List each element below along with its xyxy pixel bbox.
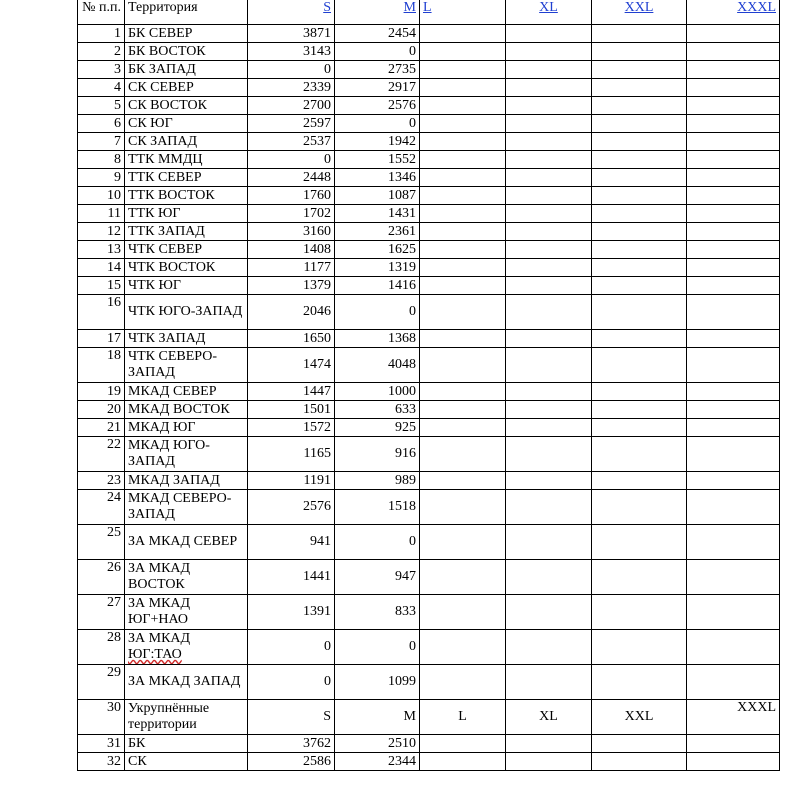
row-size-s: 3143 <box>248 43 335 61</box>
table-row <box>78 665 780 700</box>
row-size-m: 2344 <box>335 753 420 771</box>
row-size-xxxl <box>687 630 780 665</box>
row-number: 13 <box>78 241 125 259</box>
row-size-xl <box>506 295 592 330</box>
row-territory: СК ЗАПАД <box>125 133 248 151</box>
row-size-xxxl <box>687 419 780 437</box>
row-size-l <box>420 630 506 665</box>
row-size-l <box>420 133 506 151</box>
row-size-s: 941 <box>248 525 335 560</box>
row-number: 11 <box>78 205 125 223</box>
table-row <box>78 472 780 490</box>
table-row <box>78 753 780 771</box>
header-size-m[interactable]: M <box>335 0 420 25</box>
row-size-xl <box>506 419 592 437</box>
row-size-m: 2576 <box>335 97 420 115</box>
table-row <box>78 437 780 472</box>
row-size-xxxl <box>687 61 780 79</box>
row-number: 24 <box>78 490 125 525</box>
row-size-s: 3762 <box>248 735 335 753</box>
row-territory: ТТК ВОСТОК <box>125 187 248 205</box>
row-size-xxxl <box>687 97 780 115</box>
table-row <box>78 205 780 223</box>
row-territory: ТТК ЗАПАД <box>125 223 248 241</box>
row-size-m: 2917 <box>335 79 420 97</box>
table-row <box>78 151 780 169</box>
row-number: 7 <box>78 133 125 151</box>
row-size-xl <box>506 97 592 115</box>
row-size-l <box>420 241 506 259</box>
row-size-l <box>420 259 506 277</box>
row-size-s: 2597 <box>248 115 335 133</box>
row-territory: ЗА МКАД ЮГ+НАО <box>125 595 248 630</box>
row-territory: ЧТК ВОСТОК <box>125 259 248 277</box>
subheader-row <box>78 700 780 735</box>
row-size-l <box>420 205 506 223</box>
row-size-xxl <box>592 330 687 348</box>
table-row <box>78 348 780 383</box>
row-size-xxl <box>592 753 687 771</box>
row-size-xxl <box>592 525 687 560</box>
row-number: 31 <box>78 735 125 753</box>
row-size-xxxl <box>687 490 780 525</box>
row-size-xl <box>506 630 592 665</box>
row-number: 22 <box>78 437 125 472</box>
row-size-m: 1942 <box>335 133 420 151</box>
table-row <box>78 25 780 43</box>
row-size-m: 0 <box>335 43 420 61</box>
row-size-s: 0 <box>248 665 335 700</box>
subheader-num: 30 <box>78 700 125 735</box>
row-size-l <box>420 151 506 169</box>
row-size-xxl <box>592 277 687 295</box>
row-size-s: 1447 <box>248 383 335 401</box>
row-size-xxl <box>592 169 687 187</box>
table-row <box>78 241 780 259</box>
row-size-xl <box>506 151 592 169</box>
row-size-l <box>420 525 506 560</box>
row-territory: МКАД СЕВЕР <box>125 383 248 401</box>
row-size-xxxl <box>687 133 780 151</box>
row-size-s: 1650 <box>248 330 335 348</box>
row-territory: ЧТК СЕВЕРО-ЗАПАД <box>125 348 248 383</box>
row-size-m: 2510 <box>335 735 420 753</box>
row-size-l <box>420 472 506 490</box>
row-number: 18 <box>78 348 125 383</box>
row-size-xxl <box>592 630 687 665</box>
row-size-xxxl <box>687 437 780 472</box>
row-size-s: 1408 <box>248 241 335 259</box>
spellcheck-underline: ЮГ:ТАО <box>128 647 182 662</box>
row-number: 19 <box>78 383 125 401</box>
row-territory: БК ВОСТОК <box>125 43 248 61</box>
row-size-xxxl <box>687 295 780 330</box>
row-size-xl <box>506 115 592 133</box>
row-number: 6 <box>78 115 125 133</box>
table-row <box>78 295 780 330</box>
row-size-xxxl <box>687 735 780 753</box>
row-territory: МКАД ЮГО-ЗАПАД <box>125 437 248 472</box>
row-size-l <box>420 401 506 419</box>
row-size-xl <box>506 383 592 401</box>
row-size-xl <box>506 187 592 205</box>
table-row <box>78 115 780 133</box>
table-row <box>78 61 780 79</box>
header-size-xxl[interactable]: XXL <box>592 0 687 25</box>
row-size-s: 1177 <box>248 259 335 277</box>
row-size-s: 0 <box>248 151 335 169</box>
row-number: 2 <box>78 43 125 61</box>
row-size-m: 2454 <box>335 25 420 43</box>
row-size-xxxl <box>687 753 780 771</box>
row-size-xxl <box>592 735 687 753</box>
row-size-m: 989 <box>335 472 420 490</box>
row-size-xxl <box>592 205 687 223</box>
header-size-l[interactable]: L <box>420 0 506 25</box>
header-territory: Территория <box>125 0 248 25</box>
row-size-m: 1368 <box>335 330 420 348</box>
row-size-l <box>420 115 506 133</box>
table-row <box>78 630 780 665</box>
row-territory: СК ЮГ <box>125 115 248 133</box>
row-size-s: 0 <box>248 630 335 665</box>
subheader-size-xxl: XXL <box>592 700 687 735</box>
table-row <box>78 259 780 277</box>
table-row <box>78 79 780 97</box>
row-territory: СК <box>125 753 248 771</box>
row-size-xxl <box>592 61 687 79</box>
row-number: 23 <box>78 472 125 490</box>
row-territory: ТТК ЮГ <box>125 205 248 223</box>
row-size-l <box>420 735 506 753</box>
table-row <box>78 401 780 419</box>
row-size-m: 833 <box>335 595 420 630</box>
row-size-xl <box>506 259 592 277</box>
row-size-xxxl <box>687 169 780 187</box>
row-size-l <box>420 43 506 61</box>
row-size-m: 1518 <box>335 490 420 525</box>
header-size-xl[interactable]: XL <box>506 0 592 25</box>
row-number: 8 <box>78 151 125 169</box>
row-territory: ТТК ММДЦ <box>125 151 248 169</box>
table-row <box>78 43 780 61</box>
row-number: 5 <box>78 97 125 115</box>
row-size-xl <box>506 277 592 295</box>
row-size-l <box>420 419 506 437</box>
row-size-xl <box>506 79 592 97</box>
table-row <box>78 525 780 560</box>
row-size-xl <box>506 241 592 259</box>
row-size-xxxl <box>687 151 780 169</box>
row-size-xl <box>506 437 592 472</box>
row-size-xxxl <box>687 665 780 700</box>
subheader-size-l: L <box>420 700 506 735</box>
table-row <box>78 490 780 525</box>
table-row <box>78 187 780 205</box>
row-size-xxl <box>592 437 687 472</box>
table-row <box>78 419 780 437</box>
row-size-xl <box>506 525 592 560</box>
row-territory: ТТК СЕВЕР <box>125 169 248 187</box>
row-number: 29 <box>78 665 125 700</box>
row-size-s: 3160 <box>248 223 335 241</box>
row-size-xl <box>506 735 592 753</box>
row-territory: ЗА МКАД СЕВЕР <box>125 525 248 560</box>
row-size-m: 1346 <box>335 169 420 187</box>
row-size-s: 1501 <box>248 401 335 419</box>
row-number: 14 <box>78 259 125 277</box>
row-territory: СК СЕВЕР <box>125 79 248 97</box>
row-size-xxxl <box>687 205 780 223</box>
subheader-size-s: S <box>248 700 335 735</box>
row-size-xl <box>506 61 592 79</box>
row-size-xxxl <box>687 348 780 383</box>
row-territory: БК СЕВЕР <box>125 25 248 43</box>
row-number: 9 <box>78 169 125 187</box>
row-size-s: 2576 <box>248 490 335 525</box>
row-territory: ЗА МКАД ВОСТОК <box>125 560 248 595</box>
row-size-s: 2700 <box>248 97 335 115</box>
row-size-m: 1000 <box>335 383 420 401</box>
row-size-m: 0 <box>335 525 420 560</box>
row-size-xxl <box>592 401 687 419</box>
row-number: 4 <box>78 79 125 97</box>
row-number: 32 <box>78 753 125 771</box>
table-row <box>78 735 780 753</box>
row-size-xxxl <box>687 525 780 560</box>
row-number: 20 <box>78 401 125 419</box>
row-territory: ЧТК ЗАПАД <box>125 330 248 348</box>
table-row <box>78 277 780 295</box>
row-size-l <box>420 61 506 79</box>
territory-size-table <box>77 0 780 771</box>
row-size-xxl <box>592 472 687 490</box>
row-territory: ЗА МКАД ЮГ:ТАО <box>125 630 248 665</box>
row-size-l <box>420 169 506 187</box>
row-size-s: 1760 <box>248 187 335 205</box>
row-size-l <box>420 97 506 115</box>
row-size-xl <box>506 348 592 383</box>
row-size-xl <box>506 472 592 490</box>
row-size-m: 916 <box>335 437 420 472</box>
row-size-xxl <box>592 151 687 169</box>
row-size-s: 2537 <box>248 133 335 151</box>
row-size-xxxl <box>687 223 780 241</box>
row-size-xxxl <box>687 401 780 419</box>
row-territory: МКАД СЕВЕРО-ЗАПАД <box>125 490 248 525</box>
row-size-xl <box>506 43 592 61</box>
row-size-l <box>420 437 506 472</box>
row-size-xl <box>506 330 592 348</box>
row-size-m: 1099 <box>335 665 420 700</box>
row-size-xxxl <box>687 115 780 133</box>
row-number: 17 <box>78 330 125 348</box>
row-number: 12 <box>78 223 125 241</box>
row-size-m: 633 <box>335 401 420 419</box>
row-territory: ЧТК СЕВЕР <box>125 241 248 259</box>
row-size-xxxl <box>687 277 780 295</box>
row-size-s: 1191 <box>248 472 335 490</box>
row-size-xxl <box>592 115 687 133</box>
row-number: 16 <box>78 295 125 330</box>
row-size-xxl <box>592 595 687 630</box>
row-size-m: 4048 <box>335 348 420 383</box>
table-row <box>78 133 780 151</box>
row-size-xl <box>506 753 592 771</box>
table-row <box>78 330 780 348</box>
row-size-m: 1552 <box>335 151 420 169</box>
row-territory: МКАД ЗАПАД <box>125 472 248 490</box>
table-row <box>78 223 780 241</box>
row-size-xxl <box>592 187 687 205</box>
subheader-size-m: M <box>335 700 420 735</box>
row-size-xxl <box>592 665 687 700</box>
row-number: 21 <box>78 419 125 437</box>
table-row <box>78 169 780 187</box>
row-size-l <box>420 187 506 205</box>
row-number: 10 <box>78 187 125 205</box>
subheader-size-xxxl: XXXL <box>687 700 780 735</box>
row-size-s: 2046 <box>248 295 335 330</box>
row-size-s: 1572 <box>248 419 335 437</box>
subheader-territory: Укрупнённые территории <box>125 700 248 735</box>
row-size-xl <box>506 490 592 525</box>
row-size-m: 1087 <box>335 187 420 205</box>
row-size-m: 2735 <box>335 61 420 79</box>
row-size-l <box>420 753 506 771</box>
row-size-s: 1474 <box>248 348 335 383</box>
row-territory: БК ЗАПАД <box>125 61 248 79</box>
row-size-l <box>420 490 506 525</box>
row-size-s: 1379 <box>248 277 335 295</box>
row-number: 1 <box>78 25 125 43</box>
row-size-s: 1441 <box>248 560 335 595</box>
row-size-xxl <box>592 348 687 383</box>
row-size-s: 1165 <box>248 437 335 472</box>
row-size-xl <box>506 133 592 151</box>
row-size-xxxl <box>687 595 780 630</box>
row-number: 3 <box>78 61 125 79</box>
row-size-l <box>420 383 506 401</box>
row-territory: ЧТК ЮГО-ЗАПАД <box>125 295 248 330</box>
row-size-xl <box>506 169 592 187</box>
row-size-xxxl <box>687 241 780 259</box>
row-size-xxl <box>592 259 687 277</box>
header-num: № п.п. <box>78 0 125 25</box>
row-size-xl <box>506 560 592 595</box>
row-size-xxl <box>592 490 687 525</box>
row-size-l <box>420 560 506 595</box>
row-size-s: 1391 <box>248 595 335 630</box>
row-size-xl <box>506 223 592 241</box>
row-size-xxxl <box>687 79 780 97</box>
row-size-xl <box>506 25 592 43</box>
row-territory: ЗА МКАД ЗАПАД <box>125 665 248 700</box>
row-number: 26 <box>78 560 125 595</box>
header-size-xxxl[interactable]: XXXL <box>687 0 780 25</box>
row-size-s: 1702 <box>248 205 335 223</box>
row-size-m: 0 <box>335 115 420 133</box>
table-row <box>78 560 780 595</box>
row-size-s: 2339 <box>248 79 335 97</box>
row-size-xxl <box>592 43 687 61</box>
row-size-xl <box>506 595 592 630</box>
row-size-s: 0 <box>248 61 335 79</box>
row-size-xxl <box>592 241 687 259</box>
row-size-xxxl <box>687 25 780 43</box>
row-size-l <box>420 348 506 383</box>
row-number: 27 <box>78 595 125 630</box>
row-size-xxl <box>592 560 687 595</box>
row-size-xxl <box>592 383 687 401</box>
row-number: 28 <box>78 630 125 665</box>
row-size-l <box>420 25 506 43</box>
table-row <box>78 97 780 115</box>
row-size-xxxl <box>687 43 780 61</box>
row-size-xxl <box>592 79 687 97</box>
row-number: 25 <box>78 525 125 560</box>
row-size-l <box>420 79 506 97</box>
row-size-xxxl <box>687 560 780 595</box>
row-size-xxl <box>592 419 687 437</box>
table-row <box>78 595 780 630</box>
row-size-xxl <box>592 25 687 43</box>
row-size-m: 1431 <box>335 205 420 223</box>
header-size-s[interactable]: S <box>248 0 335 25</box>
row-number: 15 <box>78 277 125 295</box>
row-territory: ЧТК ЮГ <box>125 277 248 295</box>
row-size-l <box>420 595 506 630</box>
subheader-size-xl: XL <box>506 700 592 735</box>
row-size-s: 3871 <box>248 25 335 43</box>
row-size-xxl <box>592 133 687 151</box>
row-size-l <box>420 223 506 241</box>
row-size-m: 2361 <box>335 223 420 241</box>
row-size-xxxl <box>687 187 780 205</box>
row-size-l <box>420 295 506 330</box>
row-size-xxxl <box>687 259 780 277</box>
row-size-xl <box>506 665 592 700</box>
row-size-l <box>420 277 506 295</box>
row-size-l <box>420 330 506 348</box>
header-row <box>78 0 780 25</box>
row-size-m: 947 <box>335 560 420 595</box>
row-territory: БК <box>125 735 248 753</box>
row-size-m: 1416 <box>335 277 420 295</box>
row-size-m: 1319 <box>335 259 420 277</box>
row-size-s: 2586 <box>248 753 335 771</box>
row-territory: МКАД ВОСТОК <box>125 401 248 419</box>
row-size-xl <box>506 205 592 223</box>
row-size-m: 925 <box>335 419 420 437</box>
table-row <box>78 383 780 401</box>
row-size-xxxl <box>687 383 780 401</box>
row-territory: МКАД ЮГ <box>125 419 248 437</box>
row-size-s: 2448 <box>248 169 335 187</box>
row-size-l <box>420 665 506 700</box>
row-territory: СК ВОСТОК <box>125 97 248 115</box>
row-size-xxl <box>592 295 687 330</box>
row-size-xxl <box>592 97 687 115</box>
row-size-m: 0 <box>335 630 420 665</box>
row-size-xxxl <box>687 330 780 348</box>
row-size-xxxl <box>687 472 780 490</box>
row-size-m: 0 <box>335 295 420 330</box>
row-size-xxl <box>592 223 687 241</box>
row-size-m: 1625 <box>335 241 420 259</box>
row-size-xl <box>506 401 592 419</box>
